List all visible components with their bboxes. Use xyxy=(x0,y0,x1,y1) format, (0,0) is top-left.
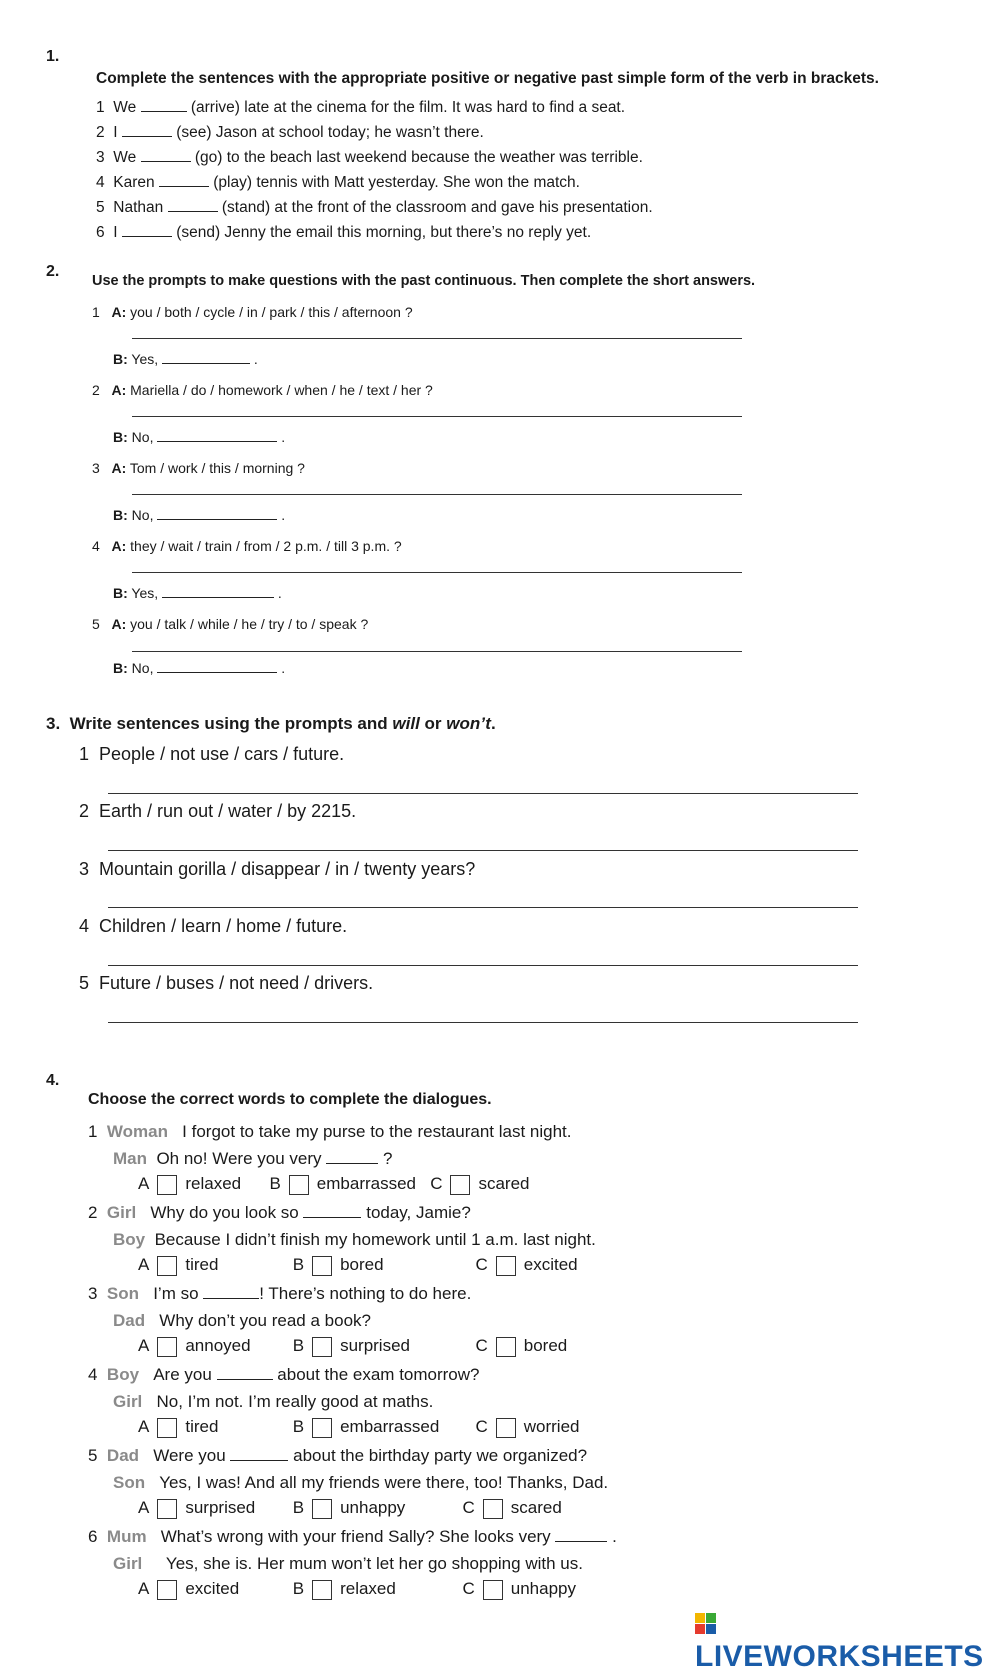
option-key: C xyxy=(430,1174,443,1193)
s4-item-6-options xyxy=(138,1579,576,1600)
s2-item-5-question xyxy=(92,616,368,632)
short-answer-start: Yes, xyxy=(131,585,159,601)
answer-line[interactable] xyxy=(108,850,858,851)
dialogue-text: ? xyxy=(382,1149,393,1168)
option-b[interactable] xyxy=(293,1417,471,1438)
s1-item-6 xyxy=(96,222,591,242)
section-2-instruction: Use the prompts to make questions with the past continuous. Then complete the short answers. xyxy=(92,273,756,289)
s4-item-5-options xyxy=(138,1498,562,1519)
option-key: A xyxy=(138,1336,150,1355)
option-text: scared xyxy=(478,1174,530,1193)
dialogue-text: Are you xyxy=(153,1365,212,1384)
item-text-pre: I xyxy=(113,124,118,141)
item-text-pre: Karen xyxy=(113,174,155,191)
option-key: A xyxy=(138,1579,150,1598)
answer-blank xyxy=(203,1284,259,1299)
option-key: C xyxy=(475,1255,488,1274)
s1-item-5 xyxy=(96,197,653,217)
s4-item-5-line-2 xyxy=(113,1473,608,1493)
checkbox[interactable] xyxy=(496,1256,516,1276)
logo-squares-icon xyxy=(695,1613,717,1635)
option-a[interactable] xyxy=(138,1417,288,1438)
answer-line[interactable] xyxy=(132,338,742,339)
dialogue-text: Oh no! Were you very xyxy=(156,1149,322,1168)
s4-item-1-line-1 xyxy=(88,1122,572,1142)
answer-blank xyxy=(217,1365,273,1380)
item-number: 5 xyxy=(79,973,90,993)
option-text: unhappy xyxy=(510,1579,576,1598)
item-number: 1 xyxy=(92,304,100,320)
s4-item-2-options xyxy=(138,1255,578,1276)
s1-item-3 xyxy=(96,147,643,167)
item-text-pre: We xyxy=(113,149,137,166)
option-key: A xyxy=(138,1417,150,1436)
option-b[interactable] xyxy=(293,1255,471,1276)
item-number: 5 xyxy=(96,199,105,216)
speaker-label: Dad xyxy=(113,1311,146,1330)
speaker-label: Woman xyxy=(106,1122,168,1141)
answer-blank[interactable] xyxy=(122,122,172,137)
answer-blank[interactable] xyxy=(122,222,172,237)
answer-blank[interactable] xyxy=(159,172,209,187)
item-text-post: (send) Jenny the email this morning, but there’s no reply yet. xyxy=(176,224,592,241)
s3-item-5 xyxy=(79,973,373,994)
speaker-label: Son xyxy=(113,1473,146,1492)
answer-line[interactable] xyxy=(132,494,742,495)
option-a[interactable] xyxy=(138,1336,288,1357)
option-text: relaxed xyxy=(185,1174,242,1193)
s4-item-6-line-2 xyxy=(113,1554,583,1574)
speaker-label: Son xyxy=(106,1284,140,1303)
item-number: 6 xyxy=(96,224,105,241)
s3-item-4 xyxy=(79,916,347,937)
s2-item-3-answer: B: No, . xyxy=(113,507,286,523)
option-text: surprised xyxy=(185,1498,256,1517)
question-prompt: Tom / work / this / morning ? xyxy=(129,460,305,476)
answer-blank xyxy=(303,1203,361,1218)
option-key: C xyxy=(475,1417,488,1436)
item-text-post: (arrive) late at the cinema for the film. It was hard to find a seat. xyxy=(190,99,626,116)
item-number: 4 xyxy=(79,916,90,936)
item-text-pre: We xyxy=(113,99,137,116)
speaker-b-label: B: xyxy=(113,660,128,676)
option-c[interactable] xyxy=(462,1498,561,1519)
checkbox[interactable] xyxy=(312,1418,332,1438)
item-text-post: (go) to the beach last weekend because the weather was terrible. xyxy=(194,149,643,166)
option-key: B xyxy=(292,1336,305,1355)
checkbox[interactable] xyxy=(312,1580,332,1600)
s3-item-2 xyxy=(79,801,356,822)
speaker-b-label: B: xyxy=(113,507,128,523)
item-number: 4 xyxy=(96,174,105,191)
answer-blank xyxy=(555,1527,607,1542)
section-4-instruction: Choose the correct words to complete the dialogues. xyxy=(88,1091,492,1108)
s2-item-4-question xyxy=(92,538,402,554)
speaker-label: Mum xyxy=(106,1527,147,1546)
item-number: 5 xyxy=(88,1446,98,1465)
dialogue-text: ! There’s nothing to do here. xyxy=(259,1284,472,1303)
s2-item-5-answer: B: No, . xyxy=(113,660,286,676)
s4-item-1-line-2 xyxy=(113,1149,392,1169)
checkbox[interactable] xyxy=(312,1337,332,1357)
option-b[interactable] xyxy=(293,1498,458,1519)
prompt-text: Mountain gorilla / disappear / in / twenty years? xyxy=(99,859,476,879)
dialogue-text: about the exam tomorrow? xyxy=(277,1365,480,1384)
s4-item-4-line-1 xyxy=(88,1365,480,1385)
checkbox[interactable] xyxy=(496,1418,516,1438)
answer-blank[interactable] xyxy=(141,147,191,162)
option-key: B xyxy=(269,1174,281,1193)
section-3-instruction: Write sentences using the prompts and xyxy=(69,714,388,733)
question-prompt: you / talk / while / he / try / to / speak ? xyxy=(130,616,369,632)
item-number: 1 xyxy=(96,99,105,116)
answer-line[interactable] xyxy=(108,965,858,966)
question-prompt: you / both / cycle / in / park / this / afternoon ? xyxy=(130,304,413,320)
option-a[interactable] xyxy=(138,1255,288,1276)
option-b[interactable] xyxy=(293,1336,471,1357)
s4-item-6-line-1 xyxy=(88,1527,617,1547)
s4-item-3-line-1 xyxy=(88,1284,471,1304)
short-answer-start: No, xyxy=(131,660,154,676)
option-key: B xyxy=(292,1498,305,1517)
answer-line[interactable] xyxy=(132,651,742,652)
option-text: excited xyxy=(185,1579,240,1598)
section-2-number: 2. xyxy=(46,263,60,280)
liveworksheets-logo xyxy=(695,1606,1000,1674)
option-c[interactable] xyxy=(475,1336,567,1357)
keyword-will: will xyxy=(392,714,420,733)
prompt-text: People / not use / cars / future. xyxy=(99,744,345,764)
option-text: tired xyxy=(185,1255,219,1274)
s2-item-3-question xyxy=(92,460,305,476)
speaker-a-label: A: xyxy=(111,460,127,476)
speaker-label: Girl xyxy=(113,1554,143,1573)
option-key: B xyxy=(292,1255,305,1274)
s3-item-3 xyxy=(79,859,475,880)
checkbox[interactable] xyxy=(483,1499,503,1519)
item-number: 3 xyxy=(88,1284,98,1303)
section-1-number: 1. xyxy=(46,48,60,65)
item-text-post: (stand) at the front of the classroom and gave his presentation. xyxy=(221,199,653,216)
item-number: 4 xyxy=(92,538,100,554)
option-b[interactable] xyxy=(269,1174,416,1195)
dialogue-text: Were you xyxy=(153,1446,226,1465)
section-3-header: 3. Write sentences using the prompts and will or won’t. xyxy=(46,714,496,733)
s1-item-4 xyxy=(96,172,580,192)
dialogue-text: about the birthday party we organized? xyxy=(293,1446,588,1465)
s2-item-2-answer: B: No, . xyxy=(113,429,286,445)
checkbox[interactable] xyxy=(312,1256,332,1276)
item-number: 3 xyxy=(96,149,105,166)
option-text: tired xyxy=(185,1417,219,1436)
speaker-label: Dad xyxy=(106,1446,140,1465)
s4-item-4-options xyxy=(138,1417,580,1438)
s2-item-1-answer: B: Yes, . xyxy=(113,351,258,367)
dialogue-text: I’m so xyxy=(153,1284,199,1303)
option-text: scared xyxy=(510,1498,562,1517)
checkbox[interactable] xyxy=(157,1499,177,1519)
speaker-a-label: A: xyxy=(111,538,127,554)
answer-blank xyxy=(326,1149,378,1164)
dialogue-text: I forgot to take my purse to the restaurant last night. xyxy=(182,1122,572,1141)
short-answer-start: No, xyxy=(131,507,154,523)
option-c[interactable] xyxy=(475,1417,579,1438)
answer-blank[interactable] xyxy=(168,197,218,212)
option-key: A xyxy=(138,1498,150,1517)
s4-item-2-line-1 xyxy=(88,1203,471,1223)
item-number: 4 xyxy=(88,1365,98,1384)
speaker-label: Boy xyxy=(106,1365,140,1384)
speaker-b-label: B: xyxy=(113,429,128,445)
item-number: 2 xyxy=(96,124,105,141)
s1-item-2 xyxy=(96,122,484,142)
checkbox[interactable] xyxy=(483,1580,503,1600)
dialogue-text: Yes, she is. Her mum won’t let her go shopping with us. xyxy=(165,1554,583,1573)
item-number: 2 xyxy=(79,801,90,821)
dialogue-text: Why don’t you read a book? xyxy=(159,1311,371,1330)
option-key: C xyxy=(475,1336,488,1355)
option-text: surprised xyxy=(340,1336,410,1355)
answer-blank[interactable] xyxy=(162,587,274,598)
keyword-wont: won’t xyxy=(446,714,491,733)
option-key: A xyxy=(138,1174,150,1193)
s4-item-2-line-2 xyxy=(113,1230,596,1250)
item-number: 5 xyxy=(92,616,100,632)
s2-item-2-question xyxy=(92,382,433,398)
option-text: embarrassed xyxy=(340,1417,440,1436)
answer-line[interactable] xyxy=(132,572,742,573)
s1-item-1 xyxy=(96,97,625,117)
option-text: excited xyxy=(523,1255,578,1274)
checkbox[interactable] xyxy=(312,1499,332,1519)
option-key: B xyxy=(292,1417,305,1436)
logo-text: LIVEWORKSHEETS xyxy=(695,1640,984,1673)
item-text-post: (see) Jason at school today; he wasn’t there. xyxy=(176,124,484,141)
answer-blank[interactable] xyxy=(157,509,277,520)
option-text: unhappy xyxy=(340,1498,406,1517)
option-text: worried xyxy=(523,1417,580,1436)
section-3-number: 3. xyxy=(46,714,61,733)
item-number: 2 xyxy=(92,382,100,398)
option-a[interactable] xyxy=(138,1174,241,1195)
option-text: relaxed xyxy=(340,1579,396,1598)
s4-item-3-options xyxy=(138,1336,567,1357)
s4-item-1-options xyxy=(138,1174,530,1195)
short-answer-start: Yes, xyxy=(131,351,159,367)
answer-blank[interactable] xyxy=(157,662,277,673)
answer-line[interactable] xyxy=(108,907,858,908)
dialogue-text: Because I didn’t finish my homework until 1 a.m. last night. xyxy=(154,1230,596,1249)
section-4-number: 4. xyxy=(46,1072,60,1089)
s3-item-1 xyxy=(79,744,344,765)
item-number: 3 xyxy=(79,859,90,879)
option-text: bored xyxy=(340,1255,384,1274)
answer-blank[interactable] xyxy=(157,431,277,442)
dialogue-text: Why do you look so xyxy=(150,1203,299,1222)
item-number: 1 xyxy=(88,1122,98,1141)
dialogue-text: What’s wrong with your friend Sally? She looks very xyxy=(160,1527,551,1546)
speaker-a-label: A: xyxy=(111,382,127,398)
answer-blank[interactable] xyxy=(141,97,187,112)
checkbox[interactable] xyxy=(157,1337,177,1357)
dialogue-text: today, Jamie? xyxy=(366,1203,471,1222)
option-text: embarrassed xyxy=(316,1174,417,1193)
checkbox[interactable] xyxy=(157,1256,177,1276)
question-prompt: they / wait / train / from / 2 p.m. / till 3 p.m. ? xyxy=(130,538,402,554)
section-1-instruction: Complete the sentences with the appropriate positive or negative past simple form of the verb in brackets. xyxy=(96,70,879,87)
s4-item-4-line-2 xyxy=(113,1392,433,1412)
dialogue-text: No, I’m not. I’m really good at maths. xyxy=(156,1392,434,1411)
speaker-label: Man xyxy=(113,1149,147,1168)
dialogue-text: . xyxy=(612,1527,617,1546)
answer-blank[interactable] xyxy=(162,353,250,364)
answer-blank xyxy=(230,1446,288,1461)
s2-item-4-answer: B: Yes, . xyxy=(113,585,282,601)
option-c[interactable] xyxy=(430,1174,529,1195)
prompt-text: Earth / run out / water / by 2215. xyxy=(99,801,357,821)
checkbox[interactable] xyxy=(157,1580,177,1600)
checkbox[interactable] xyxy=(157,1418,177,1438)
speaker-b-label: B: xyxy=(113,351,128,367)
speaker-a-label: A: xyxy=(111,616,127,632)
item-text-post: (play) tennis with Matt yesterday. She won the match. xyxy=(213,174,580,191)
option-key: C xyxy=(462,1498,475,1517)
checkbox[interactable] xyxy=(450,1175,470,1195)
s4-item-3-line-2 xyxy=(113,1311,371,1331)
item-number: 2 xyxy=(88,1203,98,1222)
speaker-label: Boy xyxy=(113,1230,146,1249)
option-a[interactable] xyxy=(138,1579,288,1600)
option-a[interactable] xyxy=(138,1498,288,1519)
option-key: A xyxy=(138,1255,150,1274)
item-number: 6 xyxy=(88,1527,98,1546)
option-text: annoyed xyxy=(185,1336,251,1355)
s4-item-5-line-1 xyxy=(88,1446,587,1466)
speaker-b-label: B: xyxy=(113,585,128,601)
checkbox[interactable] xyxy=(157,1175,177,1195)
option-c[interactable] xyxy=(475,1255,577,1276)
answer-line[interactable] xyxy=(108,793,858,794)
speaker-a-label: A: xyxy=(111,304,127,320)
option-key: B xyxy=(292,1579,305,1598)
option-key: C xyxy=(462,1579,475,1598)
item-number: 1 xyxy=(79,744,90,764)
option-b[interactable] xyxy=(293,1579,458,1600)
item-text-pre: I xyxy=(113,224,118,241)
answer-line[interactable] xyxy=(108,1022,858,1023)
keyword-or: or xyxy=(424,714,442,733)
checkbox[interactable] xyxy=(289,1175,309,1195)
short-answer-start: No, xyxy=(131,429,154,445)
item-text-pre: Nathan xyxy=(113,199,164,216)
prompt-text: Future / buses / not need / drivers. xyxy=(99,973,374,993)
item-number: 3 xyxy=(92,460,100,476)
dialogue-text: Yes, I was! And all my friends were there, too! Thanks, Dad. xyxy=(159,1473,609,1492)
speaker-label: Girl xyxy=(113,1392,143,1411)
option-text: bored xyxy=(523,1336,568,1355)
checkbox[interactable] xyxy=(496,1337,516,1357)
prompt-text: Children / learn / home / future. xyxy=(99,916,348,936)
speaker-label: Girl xyxy=(106,1203,137,1222)
answer-line[interactable] xyxy=(132,416,742,417)
option-c[interactable] xyxy=(462,1579,576,1600)
question-prompt: Mariella / do / homework / when / he / text / her ? xyxy=(130,382,433,398)
s2-item-1-question xyxy=(92,304,413,320)
